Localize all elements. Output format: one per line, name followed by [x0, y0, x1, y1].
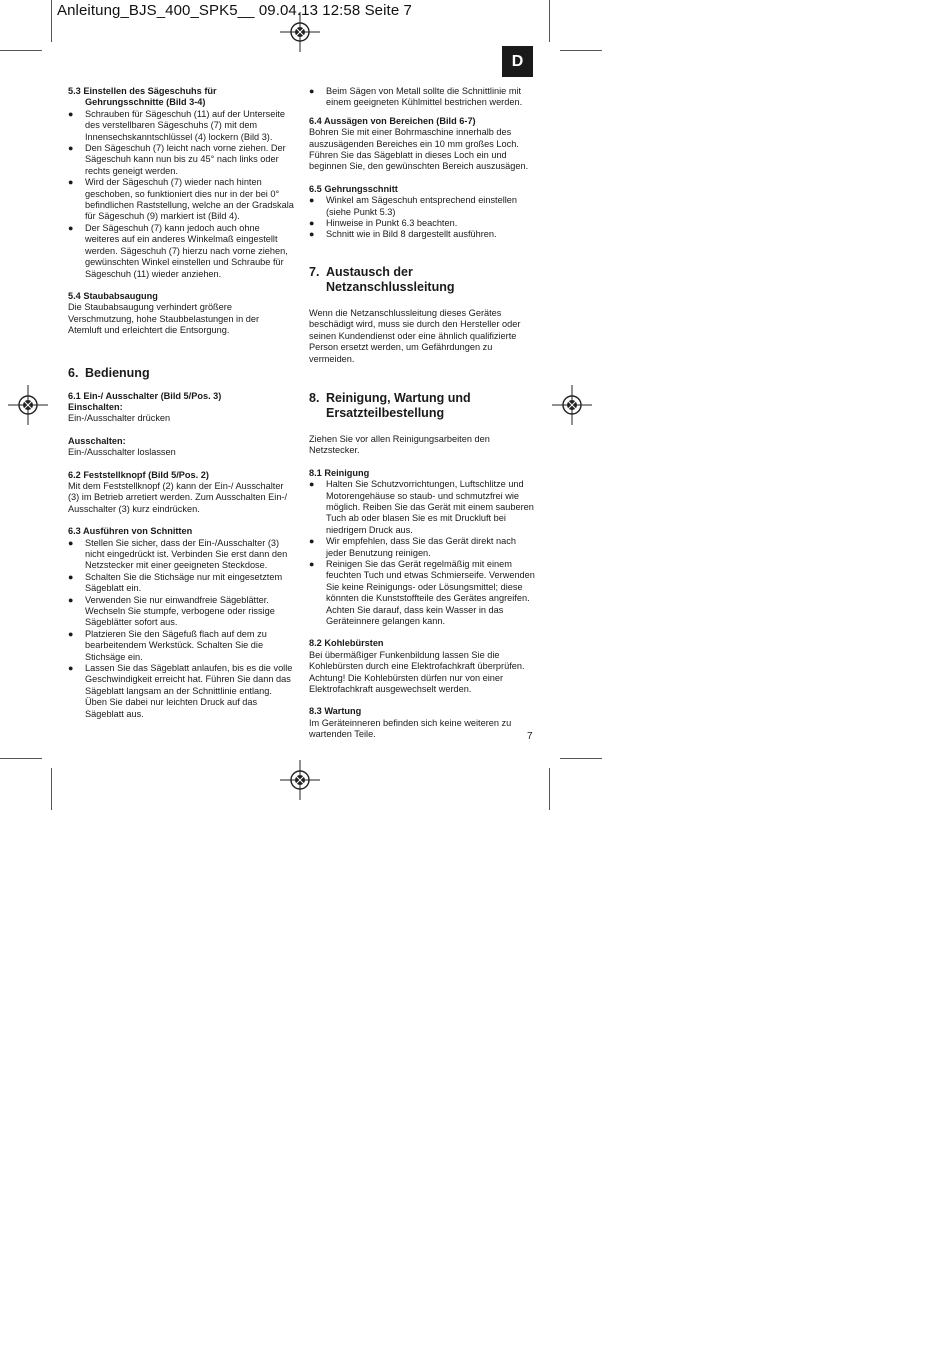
registration-mark-icon — [8, 385, 48, 425]
list-item: ● Schalten Sie die Stichsäge nur mit eingesetztem Sägeblatt ein. — [68, 572, 294, 595]
crop-mark — [549, 768, 550, 810]
switch-off-label: Ausschalten: — [68, 435, 126, 446]
section-7-text: Wenn die Netzanschlussleitung dieses Gerätes beschädigt wird, muss sie durch den Hersteller oder seinen Kundendienst oder eine ähnlich qualifizierte Person ersetzt werden, um Gefährdungen zu vermeiden. — [309, 307, 521, 364]
section-5-3-title: 5.3 Einstellen des Sägeschuhs für Gehrungsschnitte (Bild 3-4) — [68, 86, 217, 108]
list-item: ● Reinigen Sie das Gerät regelmäßig mit einem feuchten Tuch und etwas Schmierseife. Verwenden Sie keine Reinigungs- oder Lösungsmittel; diese könnten die Kunststoffteile des Gerätes angreifen. Achten Sie darauf, dass kein Wasser in das Geräteinnere gelangen kann. — [309, 559, 535, 627]
section-6-3-title: 6.3 Ausführen von Schnitten — [68, 526, 193, 537]
section-5-4-title: 5.4 Staubabsaugung — [68, 290, 158, 301]
list-item: ● Hinweise in Punkt 6.3 beachten. — [309, 218, 535, 229]
switch-on-label: Einschalten: — [68, 401, 123, 412]
section-8-heading: 8. Reinigung, Wartung und Ersatzteilbestellung — [309, 390, 471, 420]
metal-cutting-list — [309, 86, 535, 109]
crop-mark — [549, 0, 550, 42]
crop-mark — [0, 50, 42, 51]
section-8-1-title: 8.1 Reinigung — [309, 467, 370, 478]
section-8-3-text: Im Geräteinneren befinden sich keine weiteren zu wartenden Teile. — [309, 717, 512, 740]
crop-mark — [560, 758, 602, 759]
section-6-5-title: 6.5 Gehrungsschnitt — [309, 183, 398, 194]
list-item: ● Der Sägeschuh (7) kann jedoch auch ohne weiteres auf ein anderes Winkelmaß eingestellt werden. Sägeschuh (7) hierzu nach vorne ziehen, gewünschten Winkel einstellen und Schraube für Sägeschuh (11) wieder anziehen. — [68, 223, 294, 280]
section-6-4-title: 6.4 Aussägen von Bereichen (Bild 6-7) — [309, 115, 476, 126]
list-item: ● Wir empfehlen, dass Sie das Gerät direkt nach jeder Benutzung reinigen. — [309, 536, 535, 559]
crop-mark — [51, 0, 52, 42]
list-item: ● Winkel am Sägeschuh entsprechend einstellen (siehe Punkt 5.3) — [309, 195, 535, 218]
switch-on-text: Ein-/Ausschalter drücken — [68, 413, 171, 424]
right-column — [309, 86, 535, 741]
switch-off-text: Ein-/Ausschalter loslassen — [68, 447, 176, 458]
list-item: ● Schrauben für Sägeschuh (11) auf der Unterseite des verstellbaren Sägeschuhs (7) mit dem Innensechskanntschlüssel (4) lockern (Bild 3). — [68, 109, 294, 143]
list-item: ● Stellen Sie sicher, dass der Ein-/Ausschalter (3) nicht eingedrückt ist. Verbinden Sie erst dann den Netzstecker mit einer geeigneten Steckdose. — [68, 538, 294, 572]
list-item: ● Platzieren Sie den Sägefuß flach auf dem zu bearbeitendem Werkstück. Schalten Sie die Stichsäge ein. — [68, 629, 294, 663]
section-7-heading: 7. Austausch der Netzanschlussleitung — [309, 264, 455, 294]
section-6-2-title: 6.2 Feststellknopf (Bild 5/Pos. 2) — [68, 469, 209, 480]
print-slug: Anleitung_BJS_400_SPK5__ 09.04.13 12:58 Seite 7 — [57, 2, 412, 19]
crop-mark — [560, 50, 602, 51]
list-item: ● Halten Sie Schutzvorrichtungen, Luftschlitze und Motorengehäuse so staub- und schmutzfrei wie möglich. Reiben Sie das Gerät mit einem sauberen Tuch ab oder blasen Sie es mit Druckluft bei niedrigem Druck aus. — [309, 479, 535, 536]
section-8-intro: Ziehen Sie vor allen Reinigungsarbeiten den Netzstecker. — [309, 433, 490, 456]
section-6-4-text: Bohren Sie mit einer Bohrmaschine innerhalb des auszusägenden Bereiches ein 10 mm großes Loch. Führen Sie das Sägeblatt in dieses Loch ein und beginnen Sie, den gewünschten Bereich auszusägen. — [309, 127, 529, 172]
list-item: ● Den Sägeschuh (7) leicht nach vorne ziehen. Der Sägeschuh kann nun bis zu 45° nach links oder rechts geneigt werden. — [68, 143, 294, 177]
list-item: ● Wird der Sägeschuh (7) wieder nach hinten geschoben, so funktioniert dies nur in der bei 0° befindlichen Raststellung, welche an der Gradskala für Sägeschuh (9) markiert ist (Bild 4). — [68, 177, 294, 223]
section-6-3-list — [68, 538, 294, 721]
section-6-5-list — [309, 195, 535, 241]
section-6-1-title: 6.1 Ein-/ Ausschalter (Bild 5/Pos. 3) — [68, 390, 222, 401]
registration-mark-icon — [280, 760, 320, 800]
section-5-3-list — [68, 109, 294, 280]
crop-mark — [51, 768, 52, 810]
registration-mark-icon — [552, 385, 592, 425]
section-8-3-title: 8.3 Wartung — [309, 706, 362, 717]
list-item: ● Schnitt wie in Bild 8 dargestellt ausführen. — [309, 229, 535, 240]
crop-mark — [0, 758, 42, 759]
section-8-2-text: Bei übermäßiger Funkenbildung lassen Sie die Kohlebürsten durch eine Elektrofachkraft überprüfen. Achtung! Die Kohlebürsten dürfen nur von einer Elektrofachkraft ausgewechselt werden. — [309, 649, 525, 695]
language-badge: D — [502, 46, 533, 77]
section-8-1-list — [309, 479, 535, 627]
section-5-4-text: Die Staubabsaugung verhindert größere Verschmutzung, hohe Staubbelastungen in der Atemluft und erleichtert die Entsorgung. — [68, 302, 260, 336]
section-8-2-title: 8.2 Kohlebürsten — [309, 638, 384, 649]
left-column — [68, 86, 294, 720]
list-item: ● Verwenden Sie nur einwandfreie Sägeblätter. Wechseln Sie stumpfe, verbogene oder rissige Sägeblätter sofort aus. — [68, 595, 294, 629]
section-6-heading: 6. Bedienung — [68, 365, 150, 380]
list-item: ● Beim Sägen von Metall sollte die Schnittlinie mit einem geeigneten Kühlmittel bestrichen werden. — [309, 86, 535, 109]
section-6-2-text: Mit dem Feststellknopf (2) kann der Ein-/ Ausschalter (3) im Betrieb arretiert werden. Zum Ausschalten Ein-/ Ausschalter (3) kurz eindrücken. — [68, 480, 288, 514]
list-item: ● Lassen Sie das Sägeblatt anlaufen, bis es die volle Geschwindigkeit erreicht hat. Führen Sie dann das Sägeblatt langsam an der Schnittlinie entlang. Üben Sie dabei nur leichten Druck auf das Sägeblatt aus. — [68, 663, 294, 720]
page-number: 7 — [527, 731, 533, 742]
